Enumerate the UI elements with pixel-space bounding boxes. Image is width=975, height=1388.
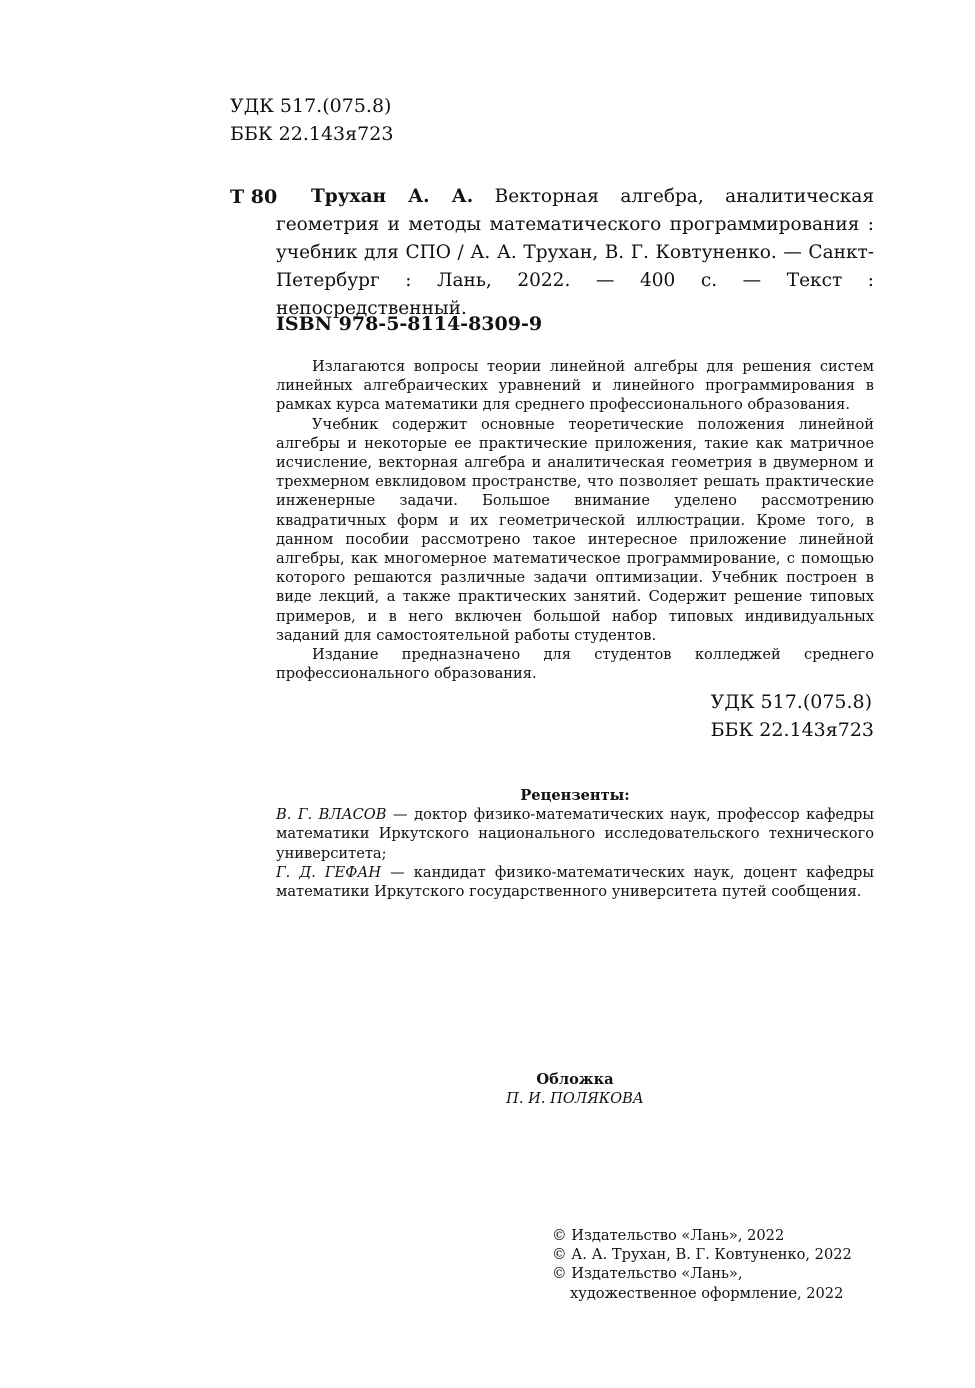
- udk-bbk-right: [711, 688, 874, 744]
- cover-credit: [276, 1070, 874, 1108]
- cover-label: Обложка: [536, 1071, 614, 1088]
- abstract-paragraph: Издание предназначено для студентов колледжей среднего профессионального образования.: [276, 646, 874, 683]
- copyright-line: © Издательство «Лань»,: [552, 1265, 743, 1283]
- reviewers-block: [276, 786, 874, 901]
- abstract-paragraph: Учебник содержит основные теоретические положения линейной алгебры и некоторые ее практические приложения, такие как матричное исчисление, векторная алгебра и аналитическая геометрия в двумерном и трехмерном евклидовом пространстве, что позволяет решать практические инженерные задачи. Большое внимание уделено рассмотрению квадратичных форм и их геометрической иллюстрации. Кроме того, в данном пособии рассмотрено такое интересное приложение линейной алгебры, как многомерное математическое программирование, с помощью которого решаются различные задачи оптимизации. Учебник построен в виде лекций, а также практических занятий. Содержит решение типовых примеров, и в него включен большой набор типовых индивидуальных заданий для самостоятельной работы студентов.: [276, 415, 874, 644]
- copyright-line: © Издательство «Лань», 2022: [552, 1227, 785, 1244]
- copyright-line: художественное оформление, 2022: [570, 1284, 844, 1302]
- reviewer-details: — доктор физико-математических наук, профессор кафедры математики Иркутского национального исследовательского технического университета;: [276, 806, 874, 862]
- reviewer-name: В. Г. ВЛАСОВ: [276, 806, 387, 824]
- copyright-line: © А. А. Трухан, В. Г. Ковтуненко, 2022: [552, 1246, 852, 1264]
- udk-code-right: УДК 517.(075.8): [710, 691, 873, 713]
- cutter-code: Т 80: [230, 186, 278, 208]
- abstract: [276, 357, 874, 683]
- author-name: Трухан А. А.: [311, 186, 474, 207]
- bibliographic-description: Векторная алгебра, аналитическая геометрия и методы математического программирования : учебник для СПО / А. А. Трухан, В. Г. Ковтуненко. — Санкт-Петербург : Лань, 2022. — 400 с. — Текст : непосредственный.: [276, 186, 874, 319]
- bbk-code-right: ББК 22.143я723: [710, 719, 874, 741]
- bibliographic-record: [276, 183, 874, 323]
- reviewers-heading: Рецензенты:: [520, 787, 630, 804]
- bbk-code-top: ББК 22.143я723: [230, 123, 394, 145]
- reviewer-entry: [276, 863, 874, 901]
- isbn: ISBN 978-5-8114-8309-9: [276, 313, 543, 335]
- copyright-block: [552, 1226, 852, 1303]
- abstract-paragraph: Излагаются вопросы теории линейной алгебры для решения систем линейных алгебраических уравнений и линейного программирования в рамках курса математики для среднего профессионального образования.: [276, 358, 874, 414]
- reviewer-entry: [276, 805, 874, 863]
- reviewer-name: Г. Д. ГЕФАН: [276, 863, 382, 881]
- reviewer-details: — кандидат физико-математических наук, доцент кафедры математики Иркутского государственного университета путей сообщения.: [276, 863, 875, 901]
- udk-code-top: УДК 517.(075.8): [230, 95, 392, 117]
- cover-artist: П. И. ПОЛЯКОВА: [506, 1090, 644, 1108]
- udk-bbk-top: [230, 92, 393, 148]
